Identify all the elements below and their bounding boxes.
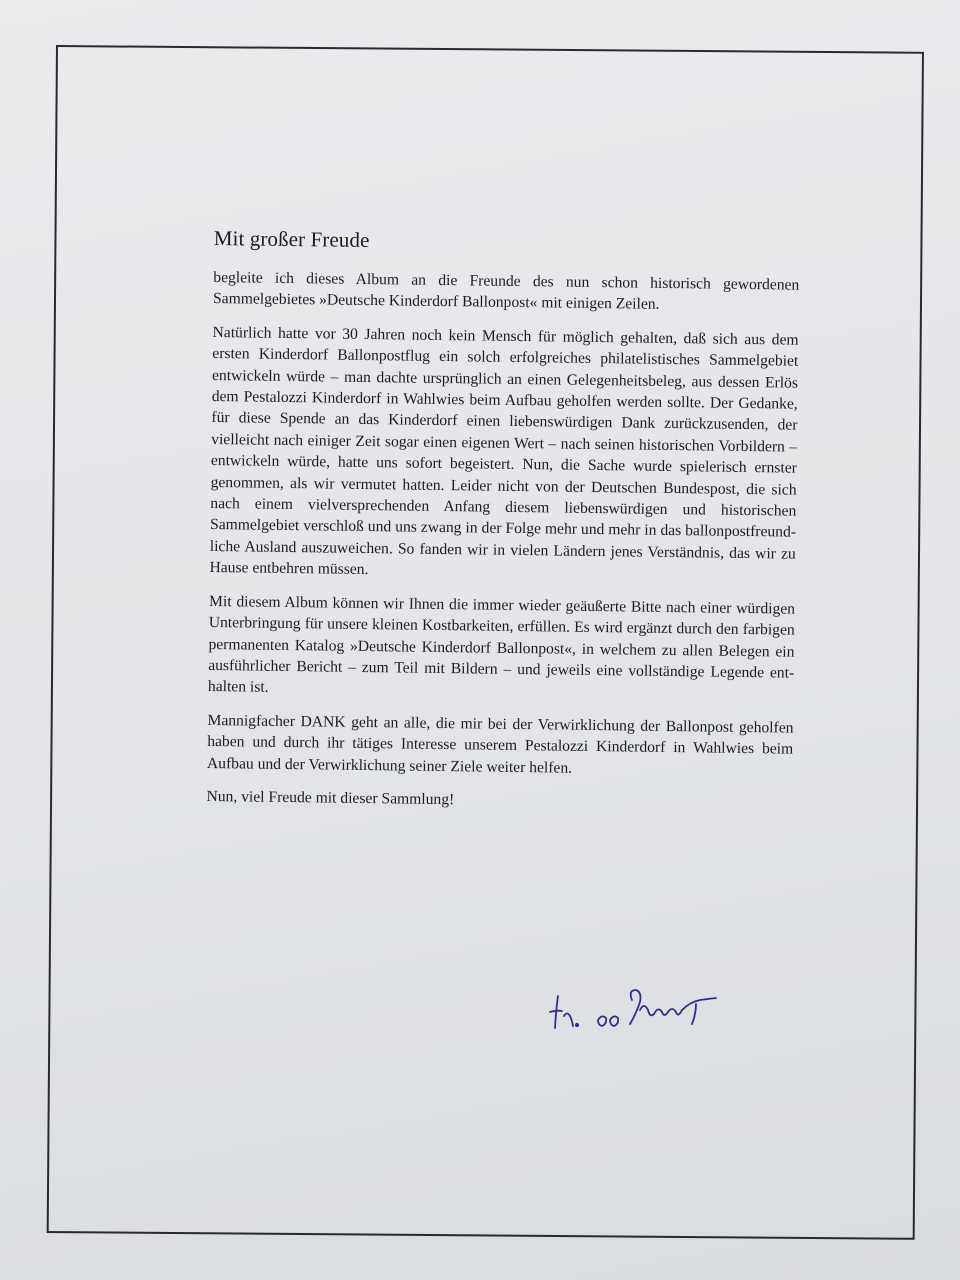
signature-stroke <box>640 1006 654 1015</box>
signature-stroke <box>668 1009 682 1015</box>
signature-stroke <box>692 1004 696 1024</box>
handwritten-signature <box>540 980 740 1050</box>
letter-body <box>206 226 800 815</box>
paragraph-intro: begleite ich dieses Album an die Freunde des nun schon historisch gewordenen Sammelgebietes »Deutsche Kinderdorf Ballonpost« mit einigen Zeilen. <box>212 268 800 314</box>
paragraph-thanks: Mannigfacher DANK geht an alle, die mir bei der Verwirklichung der Ballonpost geholfen haben und durch ihr tätiges Interesse unserem Pestalozzi Kinderdorf in Wahlwies beim Aufbau und der Verwirklichung seiner Ziele weiter helfen. <box>206 711 794 777</box>
signature-stroke <box>654 1009 668 1015</box>
signature-stroke <box>610 1016 618 1026</box>
paragraph-history: Natürlich hatte vor 30 Jahren noch kein Mensch für möglich gehalten, daß sich aus dem ersten Kinderdorf Ballonpostflug ein solch erfolgreiches philatelistisches Sammelgebiet entwickeln würde – man dachte ursprünglich an einen Gelegenheitsbeleg, aus dessen Erlös dem Pestalozzi Kinderdorf in Wahlwies beim Aufbau geholfen werden sollte. Der Gedanke, für diese Spende an das Kinderdorf einen liebenswürdigen Dank zurückzusenden, der vielleicht nach einiger Zeit sogar einen eigenen Wert – nach seinen historischen Vorbildern – entwickeln würde, hatte uns sofort begeistert. Nun, die Sache wurde spielerisch ernster genommen, als wir vermutet hatten. Leider nicht von der Deutschen Bundespost, die sich nach einem vielversprechenden Anfang diesem liebenswürdigen und historischen Sammelgebiet verschloß und uns zwang in der Folge mehr und mehr in das ballonpostfreundliche Ausland auszuweichen. So fanden wir in vielen Ländern jenes Verständnis, das wir zu Hause entbehren müssen. <box>209 323 799 579</box>
signature-stroke <box>564 1014 573 1027</box>
signature-stroke <box>555 996 558 1028</box>
signature-stroke <box>630 990 641 1024</box>
paragraph-album: Mit diesem Album können wir Ihnen die immer wieder geäußerte Bitte nach einer würdigen Unterbringung für unsere kleinen Kostbarkeiten, erfüllen. Es wird ergänzt durch den farbigen permanenten Katalog »Deutsche Kinderdorf Ballonpost«, in welchem zu allen Belegen ein ausführlicher Bericht – zum Teil mit Bildern – und jeweils eine vollständige Legende enthalten ist. <box>207 592 796 697</box>
letter-heading: Mit großer Freude <box>213 226 370 253</box>
signature-stroke <box>682 998 716 1010</box>
signature-dot <box>576 1024 578 1026</box>
closing-line: Nun, viel Freude mit dieser Sammlung! <box>206 787 455 809</box>
signature-stroke <box>598 1016 606 1026</box>
